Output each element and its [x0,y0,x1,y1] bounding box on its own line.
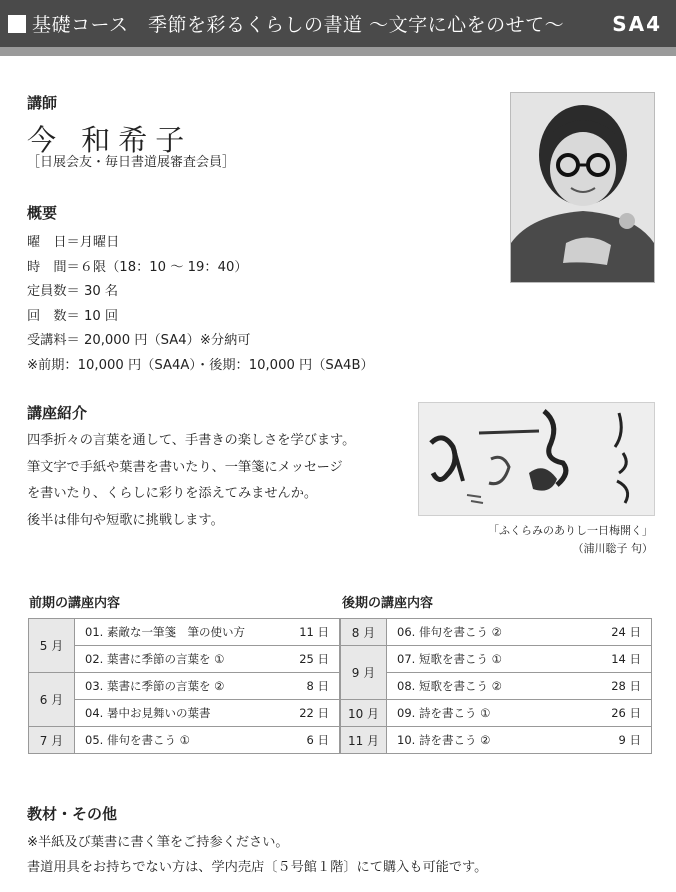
calligraphy-artwork [419,403,654,515]
date-cell: 6 日 [290,727,340,754]
topic-cell: 03. 葉書に季節の言葉を ② [75,673,290,700]
month-cell: 9 月 [341,646,387,700]
second-term-title: 後期の講座内容 [342,596,434,611]
second-term-table [340,618,652,754]
overview-time: 時 間＝６限（18：10 ～ 19：40） [27,259,248,275]
calligraphy-caption: 「ふくらみのありし一日梅開く」 [488,524,653,537]
intro-heading: 講座紹介 [27,404,88,422]
date-cell: 11 日 [290,619,340,646]
table-row [29,673,340,700]
intro-line: 後半は俳句や短歌に挑戦します。 [27,512,224,528]
topic-cell: 10. 詩を書こう ② [387,727,602,754]
overview-day: 曜 日＝月曜日 [27,235,120,250]
intro-text [27,428,355,534]
date-cell: 8 日 [290,673,340,700]
date-cell: 28 日 [602,673,652,700]
course-header [0,0,676,47]
lecturer-photo [510,92,655,283]
table-row [341,700,652,727]
topic-cell: 04. 暑中お見舞いの葉書 [75,700,290,727]
materials-line: 書道用具をお持ちでない方は、学内売店〔５号館１階〕にて購入も可能です。 [27,860,488,875]
table-row [29,646,340,673]
month-cell: 5 月 [29,619,75,673]
overview-fee-note: ※前期：10,000 円（SA4A）・後期：10,000 円（SA4B） [27,357,374,373]
date-cell: 9 日 [602,727,652,754]
month-cell: 8 月 [341,619,387,646]
table-row [29,700,340,727]
month-cell: 7 月 [29,727,75,754]
course-code: SA4 [612,11,662,36]
square-bullet-icon [8,15,26,33]
topic-cell: 02. 葉書に季節の言葉を ① [75,646,290,673]
topic-cell: 09. 詩を書こう ① [387,700,602,727]
month-cell: 10 月 [341,700,387,727]
topic-cell: 07. 短歌を書こう ① [387,646,602,673]
date-cell: 24 日 [602,619,652,646]
date-cell: 25 日 [290,646,340,673]
calligraphy-image [418,402,655,516]
topic-cell: 05. 俳句を書こう ① [75,727,290,754]
materials-heading: 教材・その他 [27,805,118,823]
intro-line: 筆文字で手紙や葉書を書いたり、一筆箋にメッセージ [27,459,343,475]
table-row [29,619,340,646]
date-cell: 14 日 [602,646,652,673]
overview-heading: 概要 [27,204,58,222]
materials-line: ※半紙及び葉書に書く筆をご持参ください。 [27,835,289,850]
table-row [341,727,652,754]
date-cell: 26 日 [602,700,652,727]
overview-capacity: 定員数＝ 30 名 [27,284,119,300]
table-row [341,646,652,673]
overview-sessions: 回 数＝ 10 回 [27,308,119,324]
first-term-title: 前期の講座内容 [29,596,121,611]
materials-text [27,830,487,880]
intro-line: を書いたり、くらしに彩りを添えてみませんか。 [27,486,318,501]
overview-fee: 受講料＝ 20,000 円（SA4）※分納可 [27,333,251,349]
month-cell: 6 月 [29,673,75,727]
course-title: 基礎コース 季節を彩るくらしの書道 ～文字に心をのせて～ [32,14,565,36]
date-cell: 22 日 [290,700,340,727]
lecturer-name: 今 和希子 [27,123,193,157]
header-divider [0,47,676,56]
table-row [29,727,340,754]
first-term-table [28,618,340,754]
calligraphy-author: （浦川聡子 句） [572,542,653,555]
table-row [341,673,652,700]
lecturer-affiliation: ［日展会友・毎日書道展審査会員］ [27,155,236,170]
topic-cell: 06. 俳句を書こう ② [387,619,602,646]
topic-cell: 01. 素敵な一筆箋 筆の使い方 [75,619,290,646]
overview-list [27,231,374,379]
intro-line: 四季折々の言葉を通して、手書きの楽しさを学びます。 [27,433,356,448]
lecturer-heading: 講師 [27,94,58,112]
month-cell: 11 月 [341,727,387,754]
topic-cell: 08. 短歌を書こう ② [387,673,602,700]
portrait-image [511,93,654,282]
table-row [341,619,652,646]
